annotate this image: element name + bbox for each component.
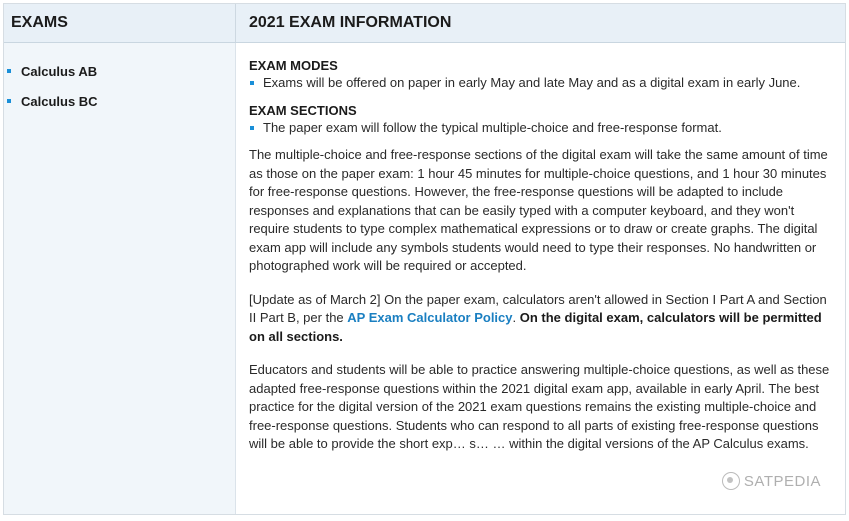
exam-modes-title: EXAM MODES	[249, 58, 338, 73]
exam-item-calculus-bc[interactable]	[4, 86, 235, 116]
calculator-digital-note: On the digital exam, calculators will be permitted on all sections.	[249, 310, 822, 344]
exam-info-column-header: 2021 EXAM INFORMATION	[249, 14, 452, 31]
exam-sections-bullet	[249, 119, 835, 138]
table-body	[4, 43, 845, 515]
calculator-policy-link[interactable]: AP Exam Calculator Policy	[347, 310, 513, 325]
exam-modes-bullet	[249, 74, 835, 93]
digital-exam-paragraph: The multiple-choice and free-response sections of the digital exam will take the same amount of time as those on the paper exam: 1 hour 45 minutes for multiple-choice questions, and 1 hour 30 minutes for free-response questions. However, the free-response questions will be adapted to include responses and explanations that can be easily typed with a computer keyboard, and they won't require students to type complex mathematical expressions or to draw or create graphs. The digital exam app will include any symbols students would need to type their responses. No handwritten or photographed work will be required or accepted.	[249, 147, 828, 273]
exam-modes-text: Exams will be offered on paper in early May and late May and as a digital exam in early June.	[263, 75, 801, 90]
exam-info-table	[3, 3, 846, 515]
exams-column-header: EXAMS	[4, 4, 236, 42]
exam-item-label: Calculus AB	[21, 63, 98, 79]
table-header	[4, 4, 845, 43]
watermark-text: SATPEDIA	[743, 472, 821, 490]
exam-item-label: Calculus BC	[21, 93, 98, 109]
calculator-update-text: [Update as of March 2] On the paper exam, calculators aren't allowed in Section I Part A and Section II Part B, per the	[249, 291, 827, 325]
practice-paragraph: Educators and students will be able to practice answering multiple-choice questions, as well as these adapted free-response questions within the 2021 digital exam app, available in early April. The best practice for the digital version of the 2021 exam questions remains the existing multiple-choice and free-response questions. Students who can respond to all parts of existing free-response questions will be able to provide the short exp… s… … within the digital versions of the AP Calculus exams.	[249, 362, 830, 451]
calculator-update-paragraph	[249, 291, 835, 347]
exam-sections-title: EXAM SECTIONS	[249, 102, 357, 118]
wechat-icon	[722, 472, 740, 490]
bullet-icon	[250, 81, 254, 85]
calculator-update-punct: .	[512, 310, 520, 325]
exams-list	[4, 43, 236, 515]
bullet-icon	[250, 126, 254, 130]
satpedia-watermark	[722, 472, 821, 490]
exam-info-content	[236, 43, 845, 515]
exam-sections-text: The paper exam will follow the typical multiple-choice and free-response format.	[263, 119, 722, 135]
exam-item-calculus-ab[interactable]	[4, 56, 235, 86]
bullet-icon	[7, 99, 11, 103]
bullet-icon	[7, 69, 11, 73]
